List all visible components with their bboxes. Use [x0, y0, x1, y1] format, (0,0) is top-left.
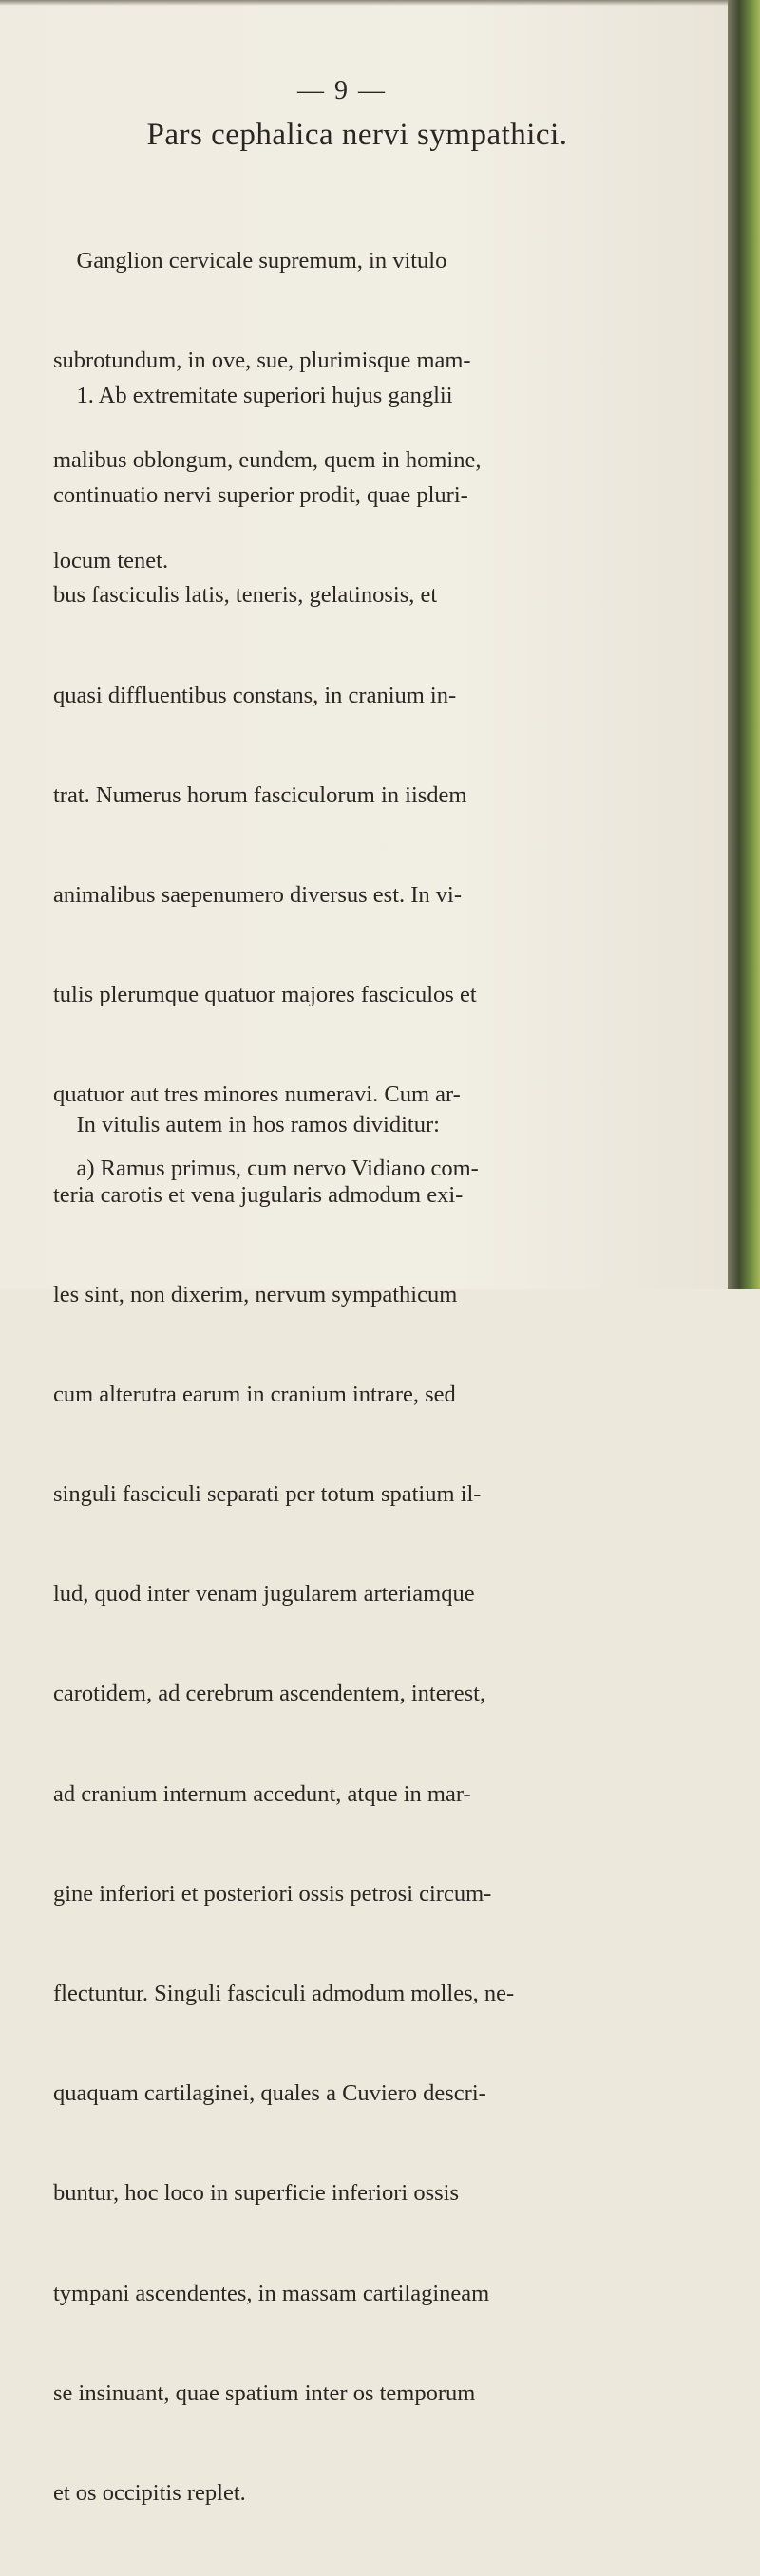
text-line: continuatio nervi superior prodit, quae pluri- [53, 482, 468, 509]
book-spine-edge [728, 0, 760, 1289]
text-line: quasi diffluentibus constans, in cranium in- [53, 682, 457, 708]
text-line: cum alterutra earum in cranium intrare, sed [53, 1381, 456, 1407]
text-line: Ganglion cervicale supremum, in vitulo [53, 248, 447, 273]
text-line: quaquam cartilaginei, quales a Cuviero descri- [53, 2080, 486, 2107]
section-title: Pars cephalica nervi sympathici. [146, 118, 568, 152]
text-line: et os occipitis replet. [53, 2479, 246, 2506]
paragraph-ramus-primus [53, 1085, 699, 1251]
text-line: animalibus saepenumero diversus est. In vi- [53, 881, 463, 908]
text-line: gine inferiori et posteriori ossis petrosi circum- [53, 1880, 492, 1907]
page-number: — 9 — [297, 76, 387, 105]
text-line: a) Ramus primus, cum nervo Vidiano com- [53, 1156, 479, 1181]
text-line: se insinuant, quae spatium inter os temporum [53, 2379, 476, 2406]
text-line: lud, quod inter venam jugularem arteriamque [53, 1581, 475, 1608]
text-line: flectuntur. Singuli fasciculi admodum molles, ne- [53, 1981, 515, 2006]
text-line: 1. Ab extremitate superiori hujus ganglii [53, 383, 453, 408]
text-line: ad cranium internum accedunt, atque in mar- [53, 1780, 471, 1807]
text-line: les sint, non dixerim, nervum sympathicum [53, 1281, 458, 1307]
text-line: malibus oblongum, eundem, quem in homine, [53, 447, 482, 474]
text-line: carotidem, ad cerebrum ascendentem, interest, [53, 1681, 486, 1707]
text-line: bus fasciculis latis, teneris, gelatinosis, et [53, 582, 438, 609]
text-line: In vitulis autem in hos ramos dividitur: [53, 1112, 440, 1138]
text-line: singuli fasciculi separati per totum spatium il- [53, 1481, 482, 1508]
text-line: locum tenet. [53, 547, 169, 573]
text-line: tympani ascendentes, in massam cartilagineam [53, 2280, 490, 2306]
text-line: trat. Numerus horum fasciculorum in iisdem [53, 781, 467, 808]
text-line: subrotundum, in ove, sue, plurimisque mam- [53, 348, 471, 374]
page-top-edge [0, 0, 760, 6]
text-line: buntur, hoc loco in superficie inferiori ossis [53, 2180, 459, 2207]
text-line: tulis plerumque quatuor majores fasciculos et [53, 982, 477, 1008]
paragraph-continuatio [53, 312, 699, 2576]
text-line: quatuor aut tres minores numeravi. Cum ar- [53, 1081, 461, 1108]
text-line: teria carotis et vena jugularis admodum exi- [53, 1181, 464, 1208]
